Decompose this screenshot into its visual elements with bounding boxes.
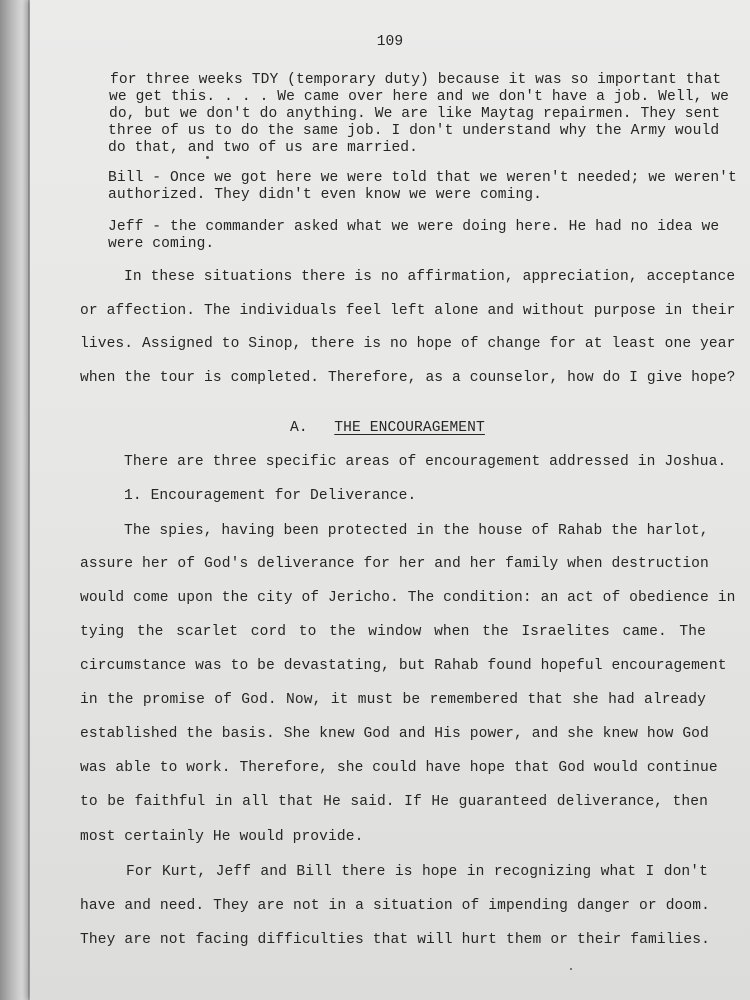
text-line: or affection. The individuals feel left alone and without purpose in their — [80, 303, 736, 319]
text-line: were coming. — [108, 236, 215, 252]
text-line: There are three specific areas of encouragement addressed in Joshua. — [124, 454, 727, 470]
text-line: do, but we don't do anything. We are like Maytag repairmen. They sent — [109, 106, 721, 122]
text-line: have and need. They are not in a situation of impending danger or doom. — [80, 898, 710, 914]
text-line: The spies, having been protected in the house of Rahab the harlot, — [124, 523, 709, 539]
text-line: do that, and two of us are married. — [108, 140, 419, 156]
text-line: Jeff - the commander asked what we were doing here. He had no idea we — [108, 219, 720, 235]
text-line: lives. Assigned to Sinop, there is no hope of change for at least one year — [80, 336, 736, 352]
text-line: most certainly He would provide. — [80, 829, 364, 845]
text-line: would come upon the city of Jericho. The condition: an act of obedience in — [80, 590, 736, 606]
text-line: assure her of God's deliverance for her and her family when destruction — [80, 556, 709, 572]
text-line: for three weeks TDY (temporary duty) because it was so important that — [110, 72, 722, 88]
ink-speck — [206, 156, 209, 159]
section-heading — [290, 420, 485, 436]
section-heading-label: A. — [290, 420, 308, 436]
text-line: tying the scarlet cord to the window when the Israelites came. The — [80, 624, 706, 640]
text-line: when the tour is completed. Therefore, as a counselor, how do I give hope? — [80, 370, 736, 386]
text-line: For Kurt, Jeff and Bill there is hope in recognizing what I don't — [126, 864, 708, 880]
text-line: established the basis. She knew God and His power, and she knew how God — [80, 726, 709, 742]
text-line: They are not facing difficulties that will hurt them or their families. — [80, 932, 710, 948]
ink-speck — [570, 968, 572, 970]
text-line: In these situations there is no affirmation, appreciation, acceptance — [124, 269, 736, 285]
text-line: we get this. . . . We came over here and we don't have a job. Well, we — [109, 89, 730, 105]
text-line: Bill - Once we got here we were told that we weren't needed; we weren't — [108, 170, 737, 186]
text-line: three of us to do the same job. I don't understand why the Army would — [108, 123, 720, 139]
page-number: 109 — [376, 34, 404, 50]
text-line: authorized. They didn't even know we were coming. — [108, 187, 543, 203]
text-line: circumstance was to be devastating, but Rahab found hopeful encouragement — [80, 658, 727, 674]
subsection-heading: 1. Encouragement for Deliverance. — [124, 488, 417, 504]
text-line: to be faithful in all that He said. If He guaranteed deliverance, then — [80, 794, 708, 810]
text-line: in the promise of God. Now, it must be remembered that she had already — [80, 692, 706, 708]
section-heading-title: THE ENCOURAGEMENT — [334, 420, 485, 436]
text-line: was able to work. Therefore, she could have hope that God would continue — [80, 760, 718, 776]
